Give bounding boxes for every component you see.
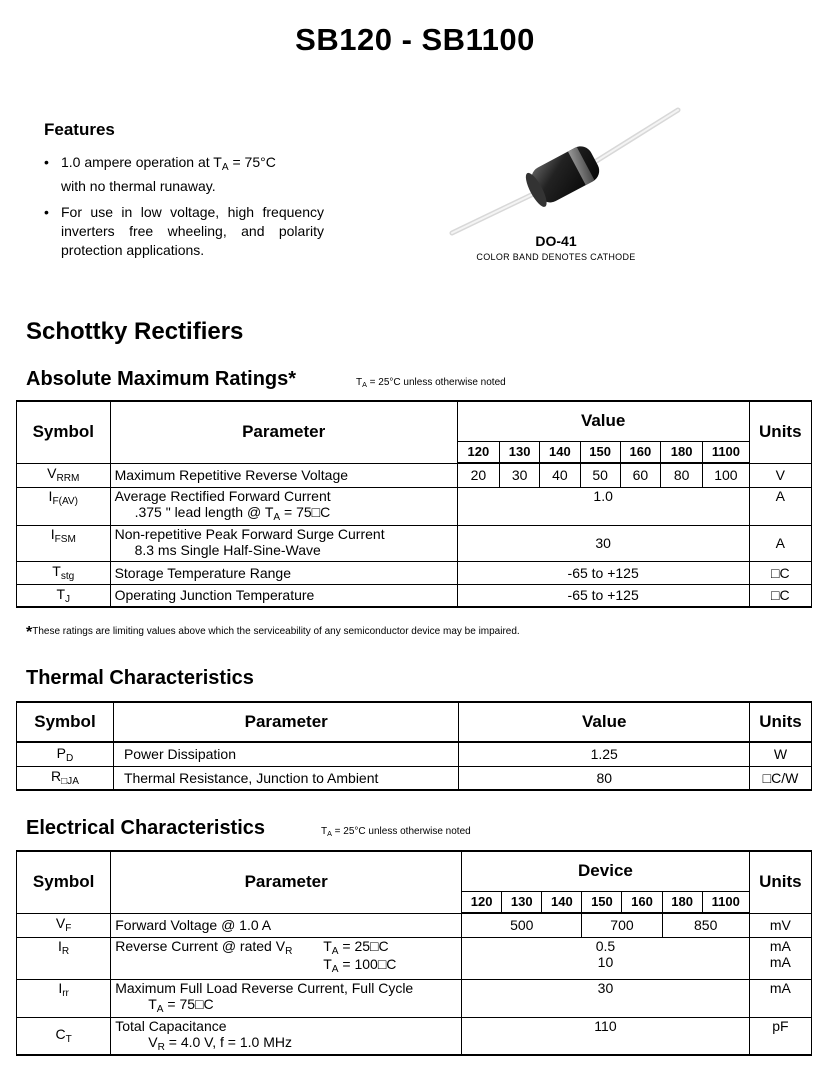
symbol-sub: FSM: [54, 533, 76, 545]
variant-header: 120: [462, 891, 502, 913]
value-cell: 50: [580, 463, 620, 487]
parameter-text: Reverse Current @ rated V: [115, 937, 286, 954]
parameter-text: = 75□C: [163, 995, 214, 1012]
unit-text: mA: [769, 937, 791, 954]
bullet: •: [44, 154, 49, 170]
features-heading: Features: [44, 120, 115, 139]
col-symbol: Symbol: [17, 851, 111, 913]
cond-sub: A: [327, 829, 332, 839]
feature-text: 1.0 ampere operation at T: [61, 154, 222, 170]
variant-header: 130: [502, 891, 542, 913]
symbol-sub: T: [65, 1034, 72, 1046]
symbol-sub: R: [61, 945, 70, 957]
cond-text: T: [356, 377, 363, 388]
unit-cell: pF: [749, 1017, 811, 1055]
cond-text: = 25°C unless otherwise noted: [331, 826, 471, 837]
parameter-sub: A: [331, 945, 339, 957]
value-cell: 60: [620, 463, 660, 487]
parameter-text: = 75□C: [280, 503, 331, 520]
unit-cell: mA: [749, 979, 811, 1017]
variant-header: 120: [457, 441, 499, 463]
variant-header: 180: [662, 891, 702, 913]
table-row: [17, 487, 812, 525]
symbol: I: [58, 937, 62, 954]
value-cell: 80: [661, 463, 703, 487]
symbol-cell: [17, 979, 111, 1017]
unit-cell: A: [749, 487, 811, 525]
parameter-text: V: [148, 1033, 158, 1050]
symbol-cell: [17, 742, 114, 766]
do41-package-image: [440, 100, 690, 240]
symbol-sub: F(AV): [52, 495, 79, 507]
symbol: I: [58, 979, 63, 996]
parameter-text: .375 " lead length @ T: [134, 503, 274, 520]
parameter-cell: [111, 1017, 462, 1055]
electrical-heading: Electrical Characteristics: [26, 817, 266, 839]
parameter-cell: Thermal Resistance, Junction to Ambient: [113, 766, 459, 790]
parameter-sub: A: [273, 511, 281, 523]
symbol: V: [47, 465, 57, 482]
col-units: Units: [749, 851, 811, 913]
symbol-cell: [17, 463, 111, 487]
col-value: Value: [459, 702, 750, 742]
unit-cell: V: [749, 463, 811, 487]
symbol-cell: [17, 937, 111, 979]
feature-sub: A: [221, 162, 229, 174]
parameter-text: = 100□C: [338, 955, 397, 972]
variant-header: 140: [540, 441, 580, 463]
symbol: I: [48, 487, 53, 504]
symbol-cell: [17, 766, 114, 790]
parameter-text: 8.3 ms Single Half-Sine-Wave: [134, 541, 321, 558]
symbol: T: [56, 585, 66, 602]
value-cell: 20: [457, 463, 499, 487]
parameter-cell: Operating Junction Temperature: [110, 584, 457, 607]
value-cell: 1.25: [459, 742, 750, 766]
symbol: I: [50, 525, 55, 542]
unit-cell: □C: [749, 561, 811, 584]
value-cell: 30: [500, 463, 540, 487]
parameter-cell: Storage Temperature Range: [110, 561, 457, 584]
value-cell: 500: [462, 913, 582, 937]
cond-sub: A: [362, 380, 367, 390]
value-cell: 40: [540, 463, 580, 487]
feature-item-2: [44, 203, 324, 260]
variant-header: 140: [542, 891, 582, 913]
table-row: [17, 525, 812, 561]
package-note: COLOR BAND DENOTES CATHODE: [476, 252, 636, 262]
unit-cell: A: [749, 525, 811, 561]
bullet: •: [44, 204, 49, 220]
col-parameter: Parameter: [113, 702, 459, 742]
unit-cell: mV: [749, 913, 811, 937]
symbol: V: [55, 915, 66, 932]
parameter-text: = 4.0 V, f = 1.0 MHz: [164, 1033, 292, 1050]
feature-item-1: [44, 153, 334, 196]
footnote-mark: *: [26, 624, 33, 641]
col-symbol: Symbol: [17, 401, 111, 463]
unit-cell: [749, 937, 811, 979]
parameter-cell: [111, 937, 462, 979]
table-row: [17, 766, 812, 790]
col-units: Units: [749, 401, 811, 463]
table-row: [17, 463, 812, 487]
feature-text: with no thermal runaway.: [61, 178, 216, 195]
table-row: [17, 742, 812, 766]
col-device: Device: [462, 851, 750, 891]
symbol: C: [55, 1026, 66, 1043]
parameter-cell: [111, 979, 462, 1017]
col-symbol: Symbol: [17, 702, 114, 742]
value-cell: 700: [582, 913, 662, 937]
symbol-cell: [17, 487, 111, 525]
table-row: [17, 561, 812, 584]
table-row: [17, 979, 812, 1017]
symbol: T: [52, 562, 61, 579]
parameter-text: Non-repetitive Peak Forward Surge Current: [114, 525, 385, 542]
variant-header: 160: [622, 891, 662, 913]
symbol-cell: [17, 561, 111, 584]
symbol-sub: D: [66, 752, 74, 764]
parameter-sub: R: [285, 945, 293, 957]
symbol-cell: [17, 525, 111, 561]
value-cell: 30: [457, 525, 749, 561]
electrical-table: [16, 850, 812, 1056]
absolute-ratings-table: [16, 400, 812, 608]
variant-header: 180: [661, 441, 703, 463]
cond-text: = 25°C unless otherwise noted: [366, 377, 506, 388]
unit-cell: W: [750, 742, 812, 766]
parameter-cell: [110, 525, 457, 561]
unit-cell: □C/W: [750, 766, 812, 790]
symbol-sub: RRM: [56, 473, 80, 485]
value-cell: [462, 937, 750, 979]
table-row: [17, 584, 812, 607]
symbol-sub: F: [65, 923, 72, 935]
parameter-text: Maximum Full Load Reverse Current, Full Cycle: [115, 979, 414, 996]
symbol-sub: stg: [60, 571, 75, 582]
parameter-sub: A: [156, 1003, 164, 1015]
absolute-heading: Absolute Maximum Ratings*: [26, 368, 297, 390]
value-cell: -65 to +125: [457, 561, 749, 584]
section-title: Schottky Rectifiers: [26, 318, 244, 345]
value-cell: 110: [462, 1017, 750, 1055]
table-row: [17, 937, 812, 979]
unit-cell: □C: [749, 584, 811, 607]
variant-header: 150: [582, 891, 622, 913]
symbol-cell: [17, 1017, 111, 1055]
value-cell: 850: [662, 913, 749, 937]
col-parameter: Parameter: [111, 851, 462, 913]
table-row: [17, 913, 812, 937]
symbol-cell: [17, 913, 111, 937]
cond-text: T: [321, 826, 328, 837]
symbol-sub: J: [65, 593, 71, 605]
symbol: R: [50, 768, 62, 785]
footnote: [26, 624, 520, 642]
parameter-text: Total Capacitance: [115, 1017, 227, 1034]
parameter-cell: Forward Voltage @ 1.0 A: [111, 913, 462, 937]
parameter-sub: A: [331, 963, 339, 975]
symbol-cell: [17, 584, 111, 607]
variant-header: 160: [620, 441, 660, 463]
parameter-cell: Power Dissipation: [113, 742, 459, 766]
value-cell: 30: [462, 979, 750, 1017]
value-text: 10: [597, 953, 614, 970]
value-text: 0.5: [595, 937, 616, 954]
parameter-text: = 25□C: [338, 937, 389, 954]
parameter-text: T: [148, 995, 157, 1012]
package-name: DO-41: [535, 233, 577, 249]
col-units: Units: [750, 702, 812, 742]
parameter-text: T: [323, 955, 332, 972]
variant-header: 1100: [703, 441, 749, 463]
value-cell: 80: [459, 766, 750, 790]
parameter-text: Average Rectified Forward Current: [114, 487, 331, 504]
symbol-sub: rr: [62, 987, 69, 999]
variant-header: 1100: [702, 891, 749, 913]
footnote-text: These ratings are limiting values above which the serviceability of any semiconductor device may be impaired.: [32, 626, 520, 637]
variant-header: 130: [500, 441, 540, 463]
col-value: Value: [457, 401, 749, 441]
variant-header: 150: [580, 441, 620, 463]
col-parameter: Parameter: [110, 401, 457, 463]
electrical-condition: [321, 826, 471, 838]
parameter-sub: R: [157, 1041, 165, 1053]
value-cell: -65 to +125: [457, 584, 749, 607]
parameter-text: T: [323, 937, 332, 954]
parameter-cell: Maximum Repetitive Reverse Voltage: [110, 463, 457, 487]
symbol-sub: □JA: [61, 776, 79, 788]
parameter-cell: [110, 487, 457, 525]
absolute-condition: [356, 377, 506, 389]
feature-text: = 75°C: [228, 154, 276, 170]
thermal-table: [16, 701, 812, 791]
table-row: [17, 1017, 812, 1055]
page-title: SB120 - SB1100: [295, 22, 535, 57]
value-cell: 1.0: [457, 487, 749, 525]
value-cell: 100: [703, 463, 749, 487]
symbol: P: [56, 744, 66, 761]
unit-text: mA: [769, 953, 791, 970]
thermal-heading: Thermal Characteristics: [26, 667, 254, 689]
feature-text: For use in low voltage, high frequency inverters free wheeling, and polarity protection applications.: [61, 204, 324, 258]
